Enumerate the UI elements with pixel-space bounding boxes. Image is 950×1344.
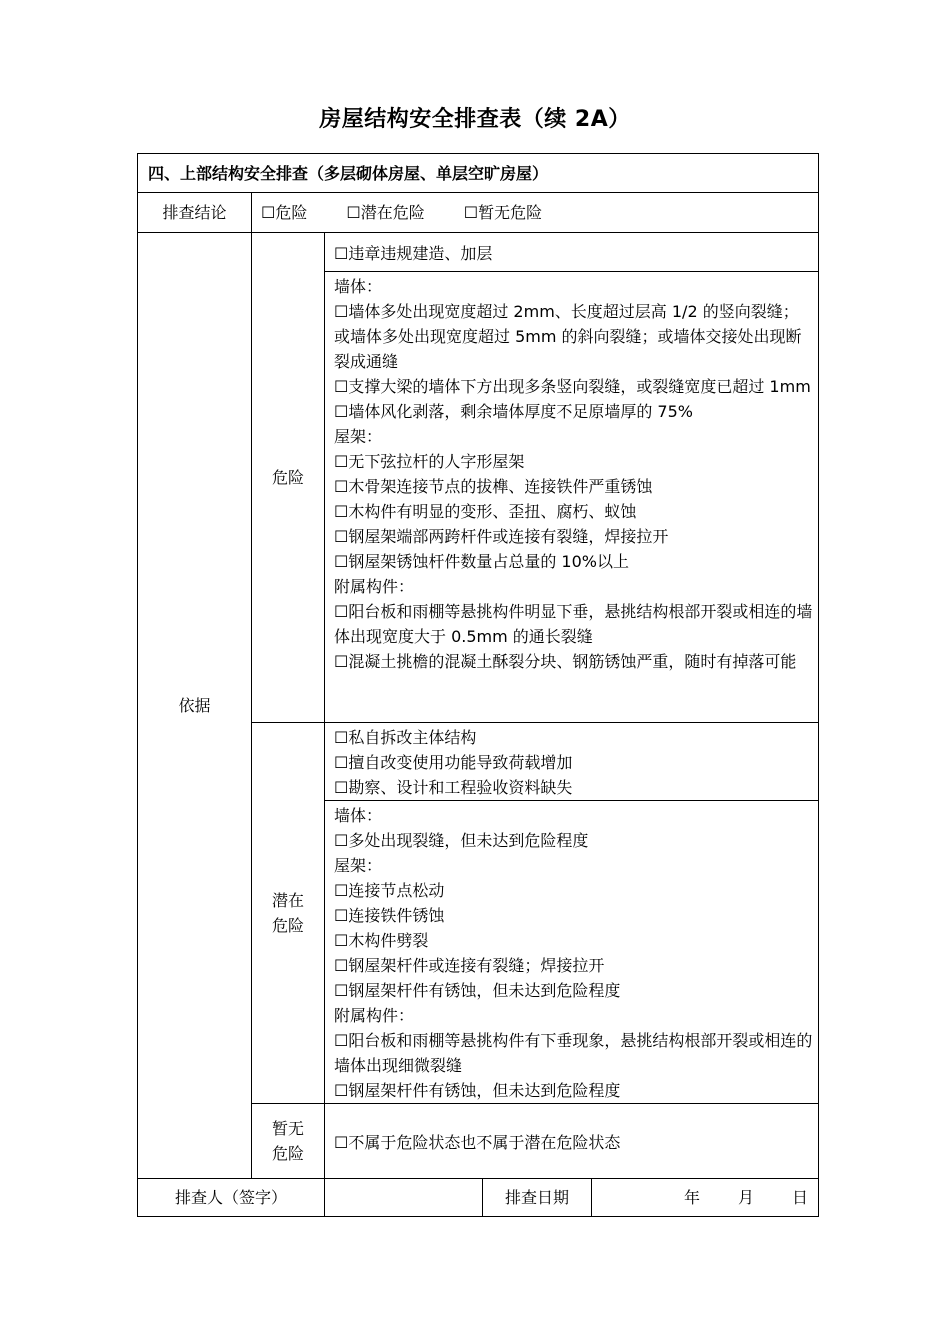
page-title: 房屋结构安全排查表（续 2A） <box>319 107 631 132</box>
danger-item-illegal-construction[interactable]: ☐违章违规建造、加层 <box>334 243 493 263</box>
danger-list-item[interactable]: ☐钢屋架锈蚀杆件数量占总量的 10%以上 <box>334 552 629 571</box>
potential-list-item[interactable]: ☐钢屋架杆件或连接有裂缝；焊接拉开 <box>334 956 605 975</box>
danger-block-2 <box>325 272 819 723</box>
danger-list-item[interactable]: ☐木骨架连接节点的拔榫、连接铁件严重锈蚀 <box>334 477 653 496</box>
danger-list-item[interactable]: ☐木构件有明显的变形、歪扭、腐朽、蚁蚀 <box>334 502 637 521</box>
potential-block-2 <box>325 801 819 1104</box>
conclusion-label: 排查结论 <box>138 193 252 233</box>
potential-list-item[interactable]: ☐擅自改变使用功能导致荷载增加 <box>334 753 573 772</box>
danger-list-item[interactable]: ☐墙体风化剥落，剩余墙体厚度不足原墙厚的 75% <box>334 402 693 421</box>
danger-label: 危险 <box>252 233 325 723</box>
danger-list-item[interactable]: ☐阳台板和雨棚等悬挑构件明显下垂，悬挑结构根部开裂或相连的墙体出现宽度大于 0.5mm 的通长裂缝 <box>334 602 813 646</box>
potential-list-item[interactable]: ☐钢屋架杆件有锈蚀，但未达到危险程度 <box>334 981 621 1000</box>
inspection-date-label: 排查日期 <box>483 1179 592 1217</box>
section-header: 四、上部结构安全排查（多层砌体房屋、单层空旷房屋） <box>138 154 819 193</box>
danger-list-item[interactable]: ☐无下弦拉杆的人字形屋架 <box>334 452 525 471</box>
potential-list-item[interactable]: ☐阳台板和雨棚等悬挑构件有下垂现象，悬挑结构根部开裂或相连的墙体出现细微裂缝 <box>334 1031 813 1075</box>
danger-list-item: 屋架： <box>334 427 383 446</box>
option-danger-checkbox[interactable]: ☐危险 <box>261 203 308 222</box>
potential-block-1 <box>325 723 819 801</box>
danger-list-item[interactable]: ☐墙体多处出现宽度超过 2mm、长度超过层高 1/2 的竖向裂缝；或墙体多处出现宽度超过 5mm 的斜向裂缝；或墙体交接处出现断裂成通缝 <box>334 302 802 371</box>
danger-list-item[interactable]: ☐钢屋架端部两跨杆件或连接有裂缝，焊接拉开 <box>334 527 669 546</box>
no-danger-block <box>325 1104 819 1179</box>
date-month-label: 月 <box>737 1188 754 1207</box>
inspector-label: 排查人（签字） <box>138 1179 325 1217</box>
date-year-label: 年 <box>683 1188 700 1207</box>
inspector-signature-field[interactable] <box>325 1179 483 1217</box>
potential-list-item[interactable]: ☐勘察、设计和工程验收资料缺失 <box>334 778 573 797</box>
danger-list-item[interactable]: ☐支撑大梁的墙体下方出现多条竖向裂缝，或裂缝宽度已超过 1mm <box>334 377 811 396</box>
potential-list-item: 附属构件： <box>334 1006 415 1025</box>
option-potential-danger-checkbox[interactable]: ☐潜在危险 <box>346 203 425 222</box>
potential-list-item[interactable]: ☐木构件劈裂 <box>334 931 429 950</box>
potential-danger-label: 潜在 危险 <box>252 723 325 1104</box>
danger-list-item: 墙体： <box>334 277 383 296</box>
no-danger-item[interactable]: ☐不属于危险状态也不属于潜在危险状态 <box>334 1132 621 1152</box>
potential-list-item[interactable]: ☐钢屋架杆件有锈蚀，但未达到危险程度 <box>334 1081 621 1100</box>
potential-list-item[interactable]: ☐连接铁件锈蚀 <box>334 906 445 925</box>
inspection-date-field[interactable] <box>592 1179 819 1217</box>
potential-list-item: 屋架： <box>334 856 383 875</box>
potential-list-item[interactable]: ☐私自拆改主体结构 <box>334 728 477 747</box>
potential-list-item[interactable]: ☐多处出现裂缝，但未达到危险程度 <box>334 831 589 850</box>
potential-list-item: 墙体： <box>334 806 383 825</box>
no-danger-label: 暂无 危险 <box>252 1104 325 1179</box>
option-no-danger-checkbox[interactable]: ☐暂无危险 <box>463 203 543 222</box>
basis-label: 依据 <box>138 233 252 1179</box>
date-day-label: 日 <box>791 1188 808 1207</box>
potential-list-item[interactable]: ☐连接节点松动 <box>334 881 445 900</box>
danger-list-item[interactable]: ☐混凝土挑檐的混凝土酥裂分块、钢筋锈蚀严重，随时有掉落可能 <box>334 652 797 671</box>
danger-block-1 <box>325 233 819 272</box>
danger-list-item: 附属构件： <box>334 577 415 596</box>
inspection-form-table <box>137 153 819 1217</box>
conclusion-options <box>252 193 819 233</box>
